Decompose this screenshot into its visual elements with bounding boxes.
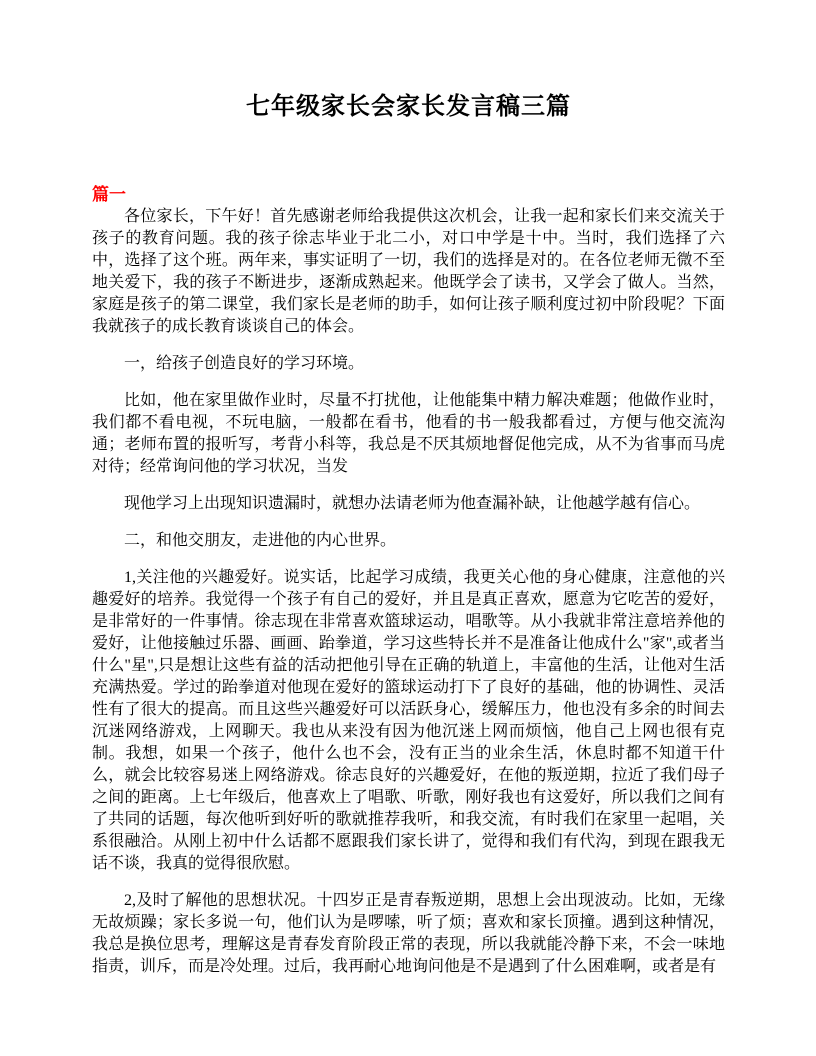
paragraph-point-two-heading: 二，和他交朋友，走进他的内心世界。 bbox=[124, 532, 397, 549]
document-body bbox=[92, 206, 725, 978]
paragraph-thought-status: 2,及时了解他的思想状况。十四岁正是青春叛逆期，思想上会出现波动。比如，无缘无故烦躁；家长多说一句，他们认为是啰嗦，听了烦；喜欢和家长顶撞。遇到这种情况，我总是换位思考，理解这是青春发育阶段正常的表现，所以我就能冷静下来，不会一味地指责，训斥，而是冷处理。过后，我再耐心地询问他是不是遇到了什么困难啊，或者是有 bbox=[92, 892, 725, 975]
paragraph-intro: 各位家长，下午好！首先感谢老师给我提供这次机会，让我一起和家长们来交流关于孩子的教育问题。我的孩子徐志毕业于北二小，对口中学是十中。当时，我们选择了六中，选择了这个班。两年来，事实证明了一切，我们的选择是对的。在各位老师无微不至地关爱下，我的孩子不断进步，逐渐成熟起来。他既学会了读书，又学会了做人。当然，家庭是孩子的第二课堂，我们家长是老师的助手，如何让孩子顺利度过初中阶段呢？下面我就孩子的成长教育谈谈自己的体会。 bbox=[92, 208, 725, 335]
paragraph-interest-hobbies: 1,关注他的兴趣爱好。说实话，比起学习成绩，我更关心他的身心健康，注意他的兴趣爱好的培养。我觉得一个孩子有自己的爱好，并且是真正喜欢，愿意为它吃苦的爱好，是非常好的一件事情。徐志现在非常喜欢篮球运动，唱歌等。从小我就非常注意培养他的爱好，让他接触过乐器、画画、跆拳道，学习这些特长并不是准备让他成什么"家",或者当什么"星",只是想让这些有益的活动把他引导在正确的轨道上，丰富他的生活，让他对生活充满热爱。学过的跆拳道对他现在爱好的篮球运动打下了良好的基础，他的协调性、灵活性有了很大的提高。而且这些兴趣爱好可以活跃身心，缓解压力，他也没有多余的时间去沉迷网络游戏，上网聊天。我也从来没有因为他沉迷上网而烦恼，他自己上网也很有克制。我想，如果一个孩子，他什么也不会，没有正当的业余生活，休息时都不知道干什么，就会比较容易迷上网络游戏。徐志良好的兴趣爱好，在他的叛逆期，拉近了我们母子之间的距离。上七年级后，他喜欢上了唱歌、听歌，刚好我也有这爱好，所以我们之间有了共同的话题，每次他听到好听的歌就推荐我听，和我交流，有时我们在家里一起唱，关系很融洽。从刚上初中什么话都不愿跟我们家长讲了，觉得和我们有代沟，到现在跟我无话不谈，我真的觉得很欣慰。 bbox=[92, 569, 725, 872]
paragraph-point-one-heading: 一，给孩子创造良好的学习环境。 bbox=[124, 355, 365, 372]
document-title: 七年级家长会家长发言稿三篇 bbox=[246, 94, 571, 120]
paragraph-point-one-continuation: 现他学习上出现知识遗漏时，就想办法请老师为他查漏补缺，让他越学越有信心。 bbox=[124, 495, 701, 512]
paragraph-point-one-body: 比如，他在家里做作业时，尽量不打扰他，让他能集中精力解决难题；他做作业时，我们都不看电视，不玩电脑，一般都在看书，他看的书一般我都看过，方便与他交流沟通；老师布置的报听写，考背小科等，我总是不厌其烦地督促他完成，从不为省事而马虎对待；经常询问他的学习状况，当发 bbox=[92, 392, 725, 475]
section-heading: 篇一 bbox=[92, 185, 126, 204]
